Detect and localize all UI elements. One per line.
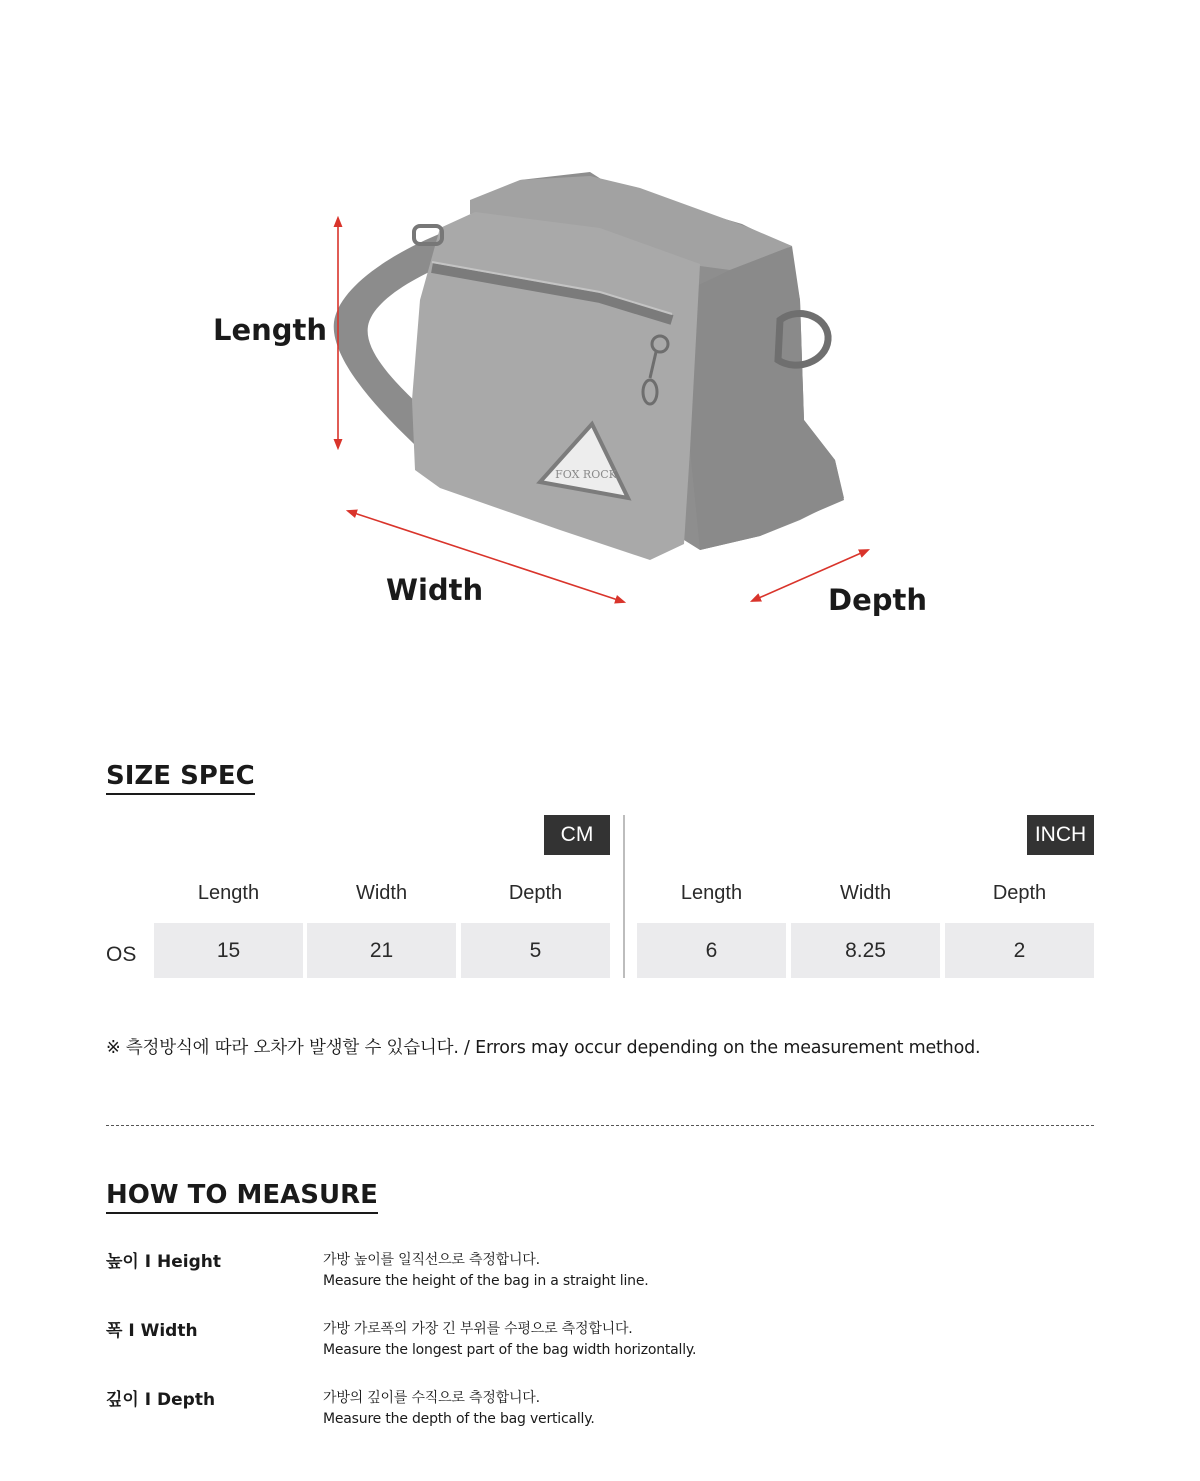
inch-header-length: Length: [680, 882, 743, 904]
bag-diagram: [0, 0, 1200, 680]
measure-kr-height: 가방 높이를 일직선으로 측정합니다.: [323, 1252, 540, 1268]
how-to-measure-title: HOW TO MEASURE: [106, 1179, 378, 1214]
depth-label: Depth: [828, 583, 928, 617]
dashed-divider: [106, 1125, 1094, 1126]
inch-depth-cell: 2: [945, 923, 1094, 978]
measure-en-height: Measure the height of the bag in a straight line.: [323, 1273, 649, 1289]
inch-header-depth: Depth: [992, 882, 1047, 904]
cm-header-length: Length: [197, 882, 260, 904]
length-label: Length: [213, 313, 328, 347]
unit-inch-badge: INCH: [1027, 815, 1094, 855]
patch-logo-text: FOX ROCK: [555, 468, 617, 481]
table-divider: [623, 815, 625, 978]
inch-width-cell: 8.25: [791, 923, 940, 978]
cm-length-cell: 15: [154, 923, 303, 978]
cm-header-depth: Depth: [508, 882, 563, 904]
measure-kr-width: 가방 가로폭의 가장 긴 부위를 수평으로 측정합니다.: [323, 1321, 633, 1337]
measure-kr-depth: 가방의 깊이를 수직으로 측정합니다.: [323, 1390, 540, 1406]
measurement-note: ※ 측정방식에 따라 오차가 발생할 수 있습니다. / Errors may occur depending on the measurement method.: [106, 1038, 981, 1058]
measure-en-depth: Measure the depth of the bag vertically.: [323, 1411, 595, 1427]
width-label: Width: [386, 573, 484, 607]
measure-label-height: 높이 I Height: [106, 1252, 221, 1272]
size-spec-title: SIZE SPEC: [106, 760, 255, 795]
measure-label-width: 폭 I Width: [106, 1321, 198, 1341]
unit-cm-badge: CM: [544, 815, 610, 855]
cm-width-cell: 21: [307, 923, 456, 978]
measure-label-depth: 깊이 I Depth: [106, 1390, 216, 1410]
bag-illustration: [0, 0, 1200, 680]
inch-header-width: Width: [839, 882, 892, 904]
cm-header-width: Width: [355, 882, 408, 904]
inch-length-cell: 6: [637, 923, 786, 978]
size-row-label: OS: [106, 943, 137, 966]
measure-en-width: Measure the longest part of the bag width horizontally.: [323, 1342, 697, 1358]
cm-depth-cell: 5: [461, 923, 610, 978]
